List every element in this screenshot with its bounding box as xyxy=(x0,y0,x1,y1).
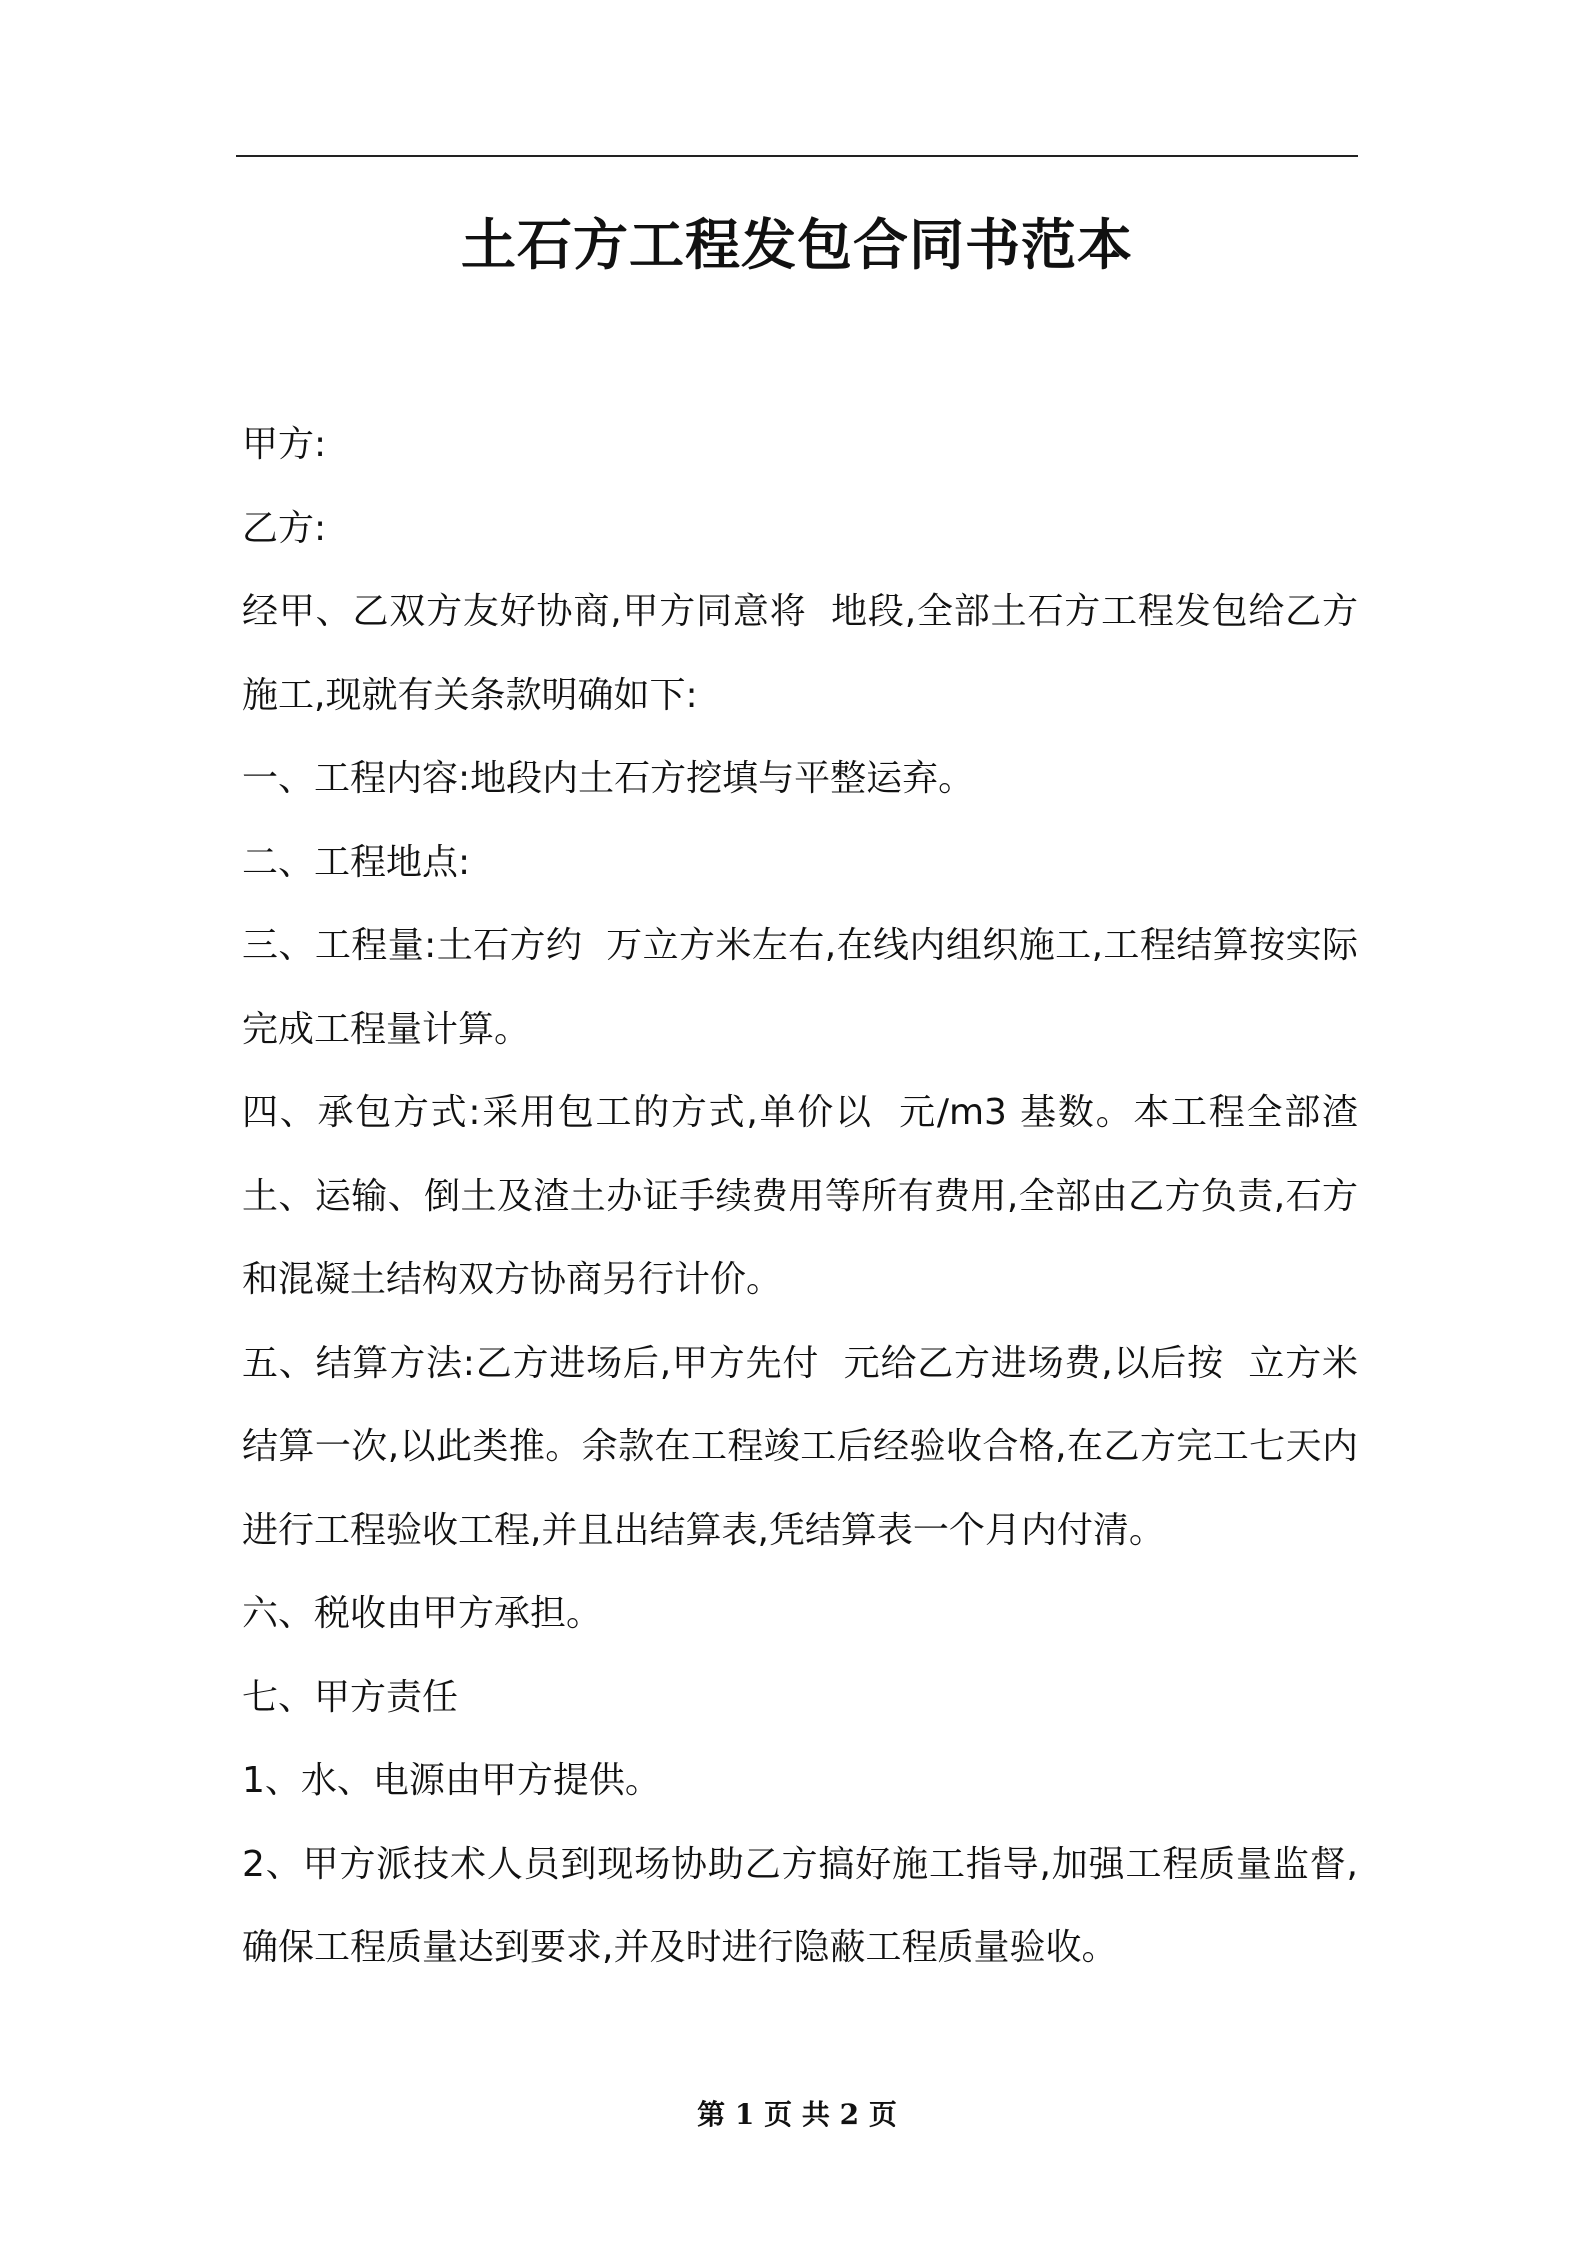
clause-2-location: 二、工程地点: xyxy=(242,841,471,883)
document-body xyxy=(242,403,1358,1990)
duty-1-utilities: 1、水、电源由甲方提供。 xyxy=(242,1760,661,1801)
document-title: 土石方工程发包合同书范本 xyxy=(460,213,1133,277)
clause-1-content: 一、工程内容:地段内土石方挖填与平整运弃。 xyxy=(242,758,975,799)
clause-7-party-a-duties: 七、甲方责任 xyxy=(242,1676,459,1718)
clause-4-contract-method: 四、承包方式:采用包工的方式,单价以 元/m3 基数。本工程全部渣土、运输、倒土及渣土办证手续费用等所有费用,全部由乙方负责,石方和混凝土结构双方协商另行计价。 xyxy=(242,1092,1358,1300)
clause-6-tax: 六、税收由甲方承担。 xyxy=(242,1593,603,1634)
page-number-footer: 第 1 页 共 2 页 xyxy=(697,2098,897,2131)
duty-2-supervision: 2、甲方派技术人员到现场协助乙方搞好施工指导,加强工程质量监督,确保工程质量达到要求,并及时进行隐蔽工程质量验收。 xyxy=(242,1843,1358,1968)
intro-paragraph: 经甲、乙双方友好协商,甲方同意将 地段,全部土石方工程发包给乙方施工,现就有关条款明确如下: xyxy=(242,591,1358,716)
clause-5-settlement: 五、结算方法:乙方进场后,甲方先付 元给乙方进场费,以后按 立方米结算一次,以此类推。余款在工程竣工后经验收合格,在乙方完工七天内进行工程验收工程,并且出结算表,凭结算表一个月内付清。 xyxy=(242,1342,1358,1551)
party-b-line: 乙方: xyxy=(242,507,327,549)
party-a-line: 甲方: xyxy=(242,424,327,465)
header-rule xyxy=(236,155,1358,157)
clause-3-quantity: 三、工程量:土石方约 万立方米左右,在线内组织施工,工程结算按实际完成工程量计算。 xyxy=(242,925,1358,1050)
